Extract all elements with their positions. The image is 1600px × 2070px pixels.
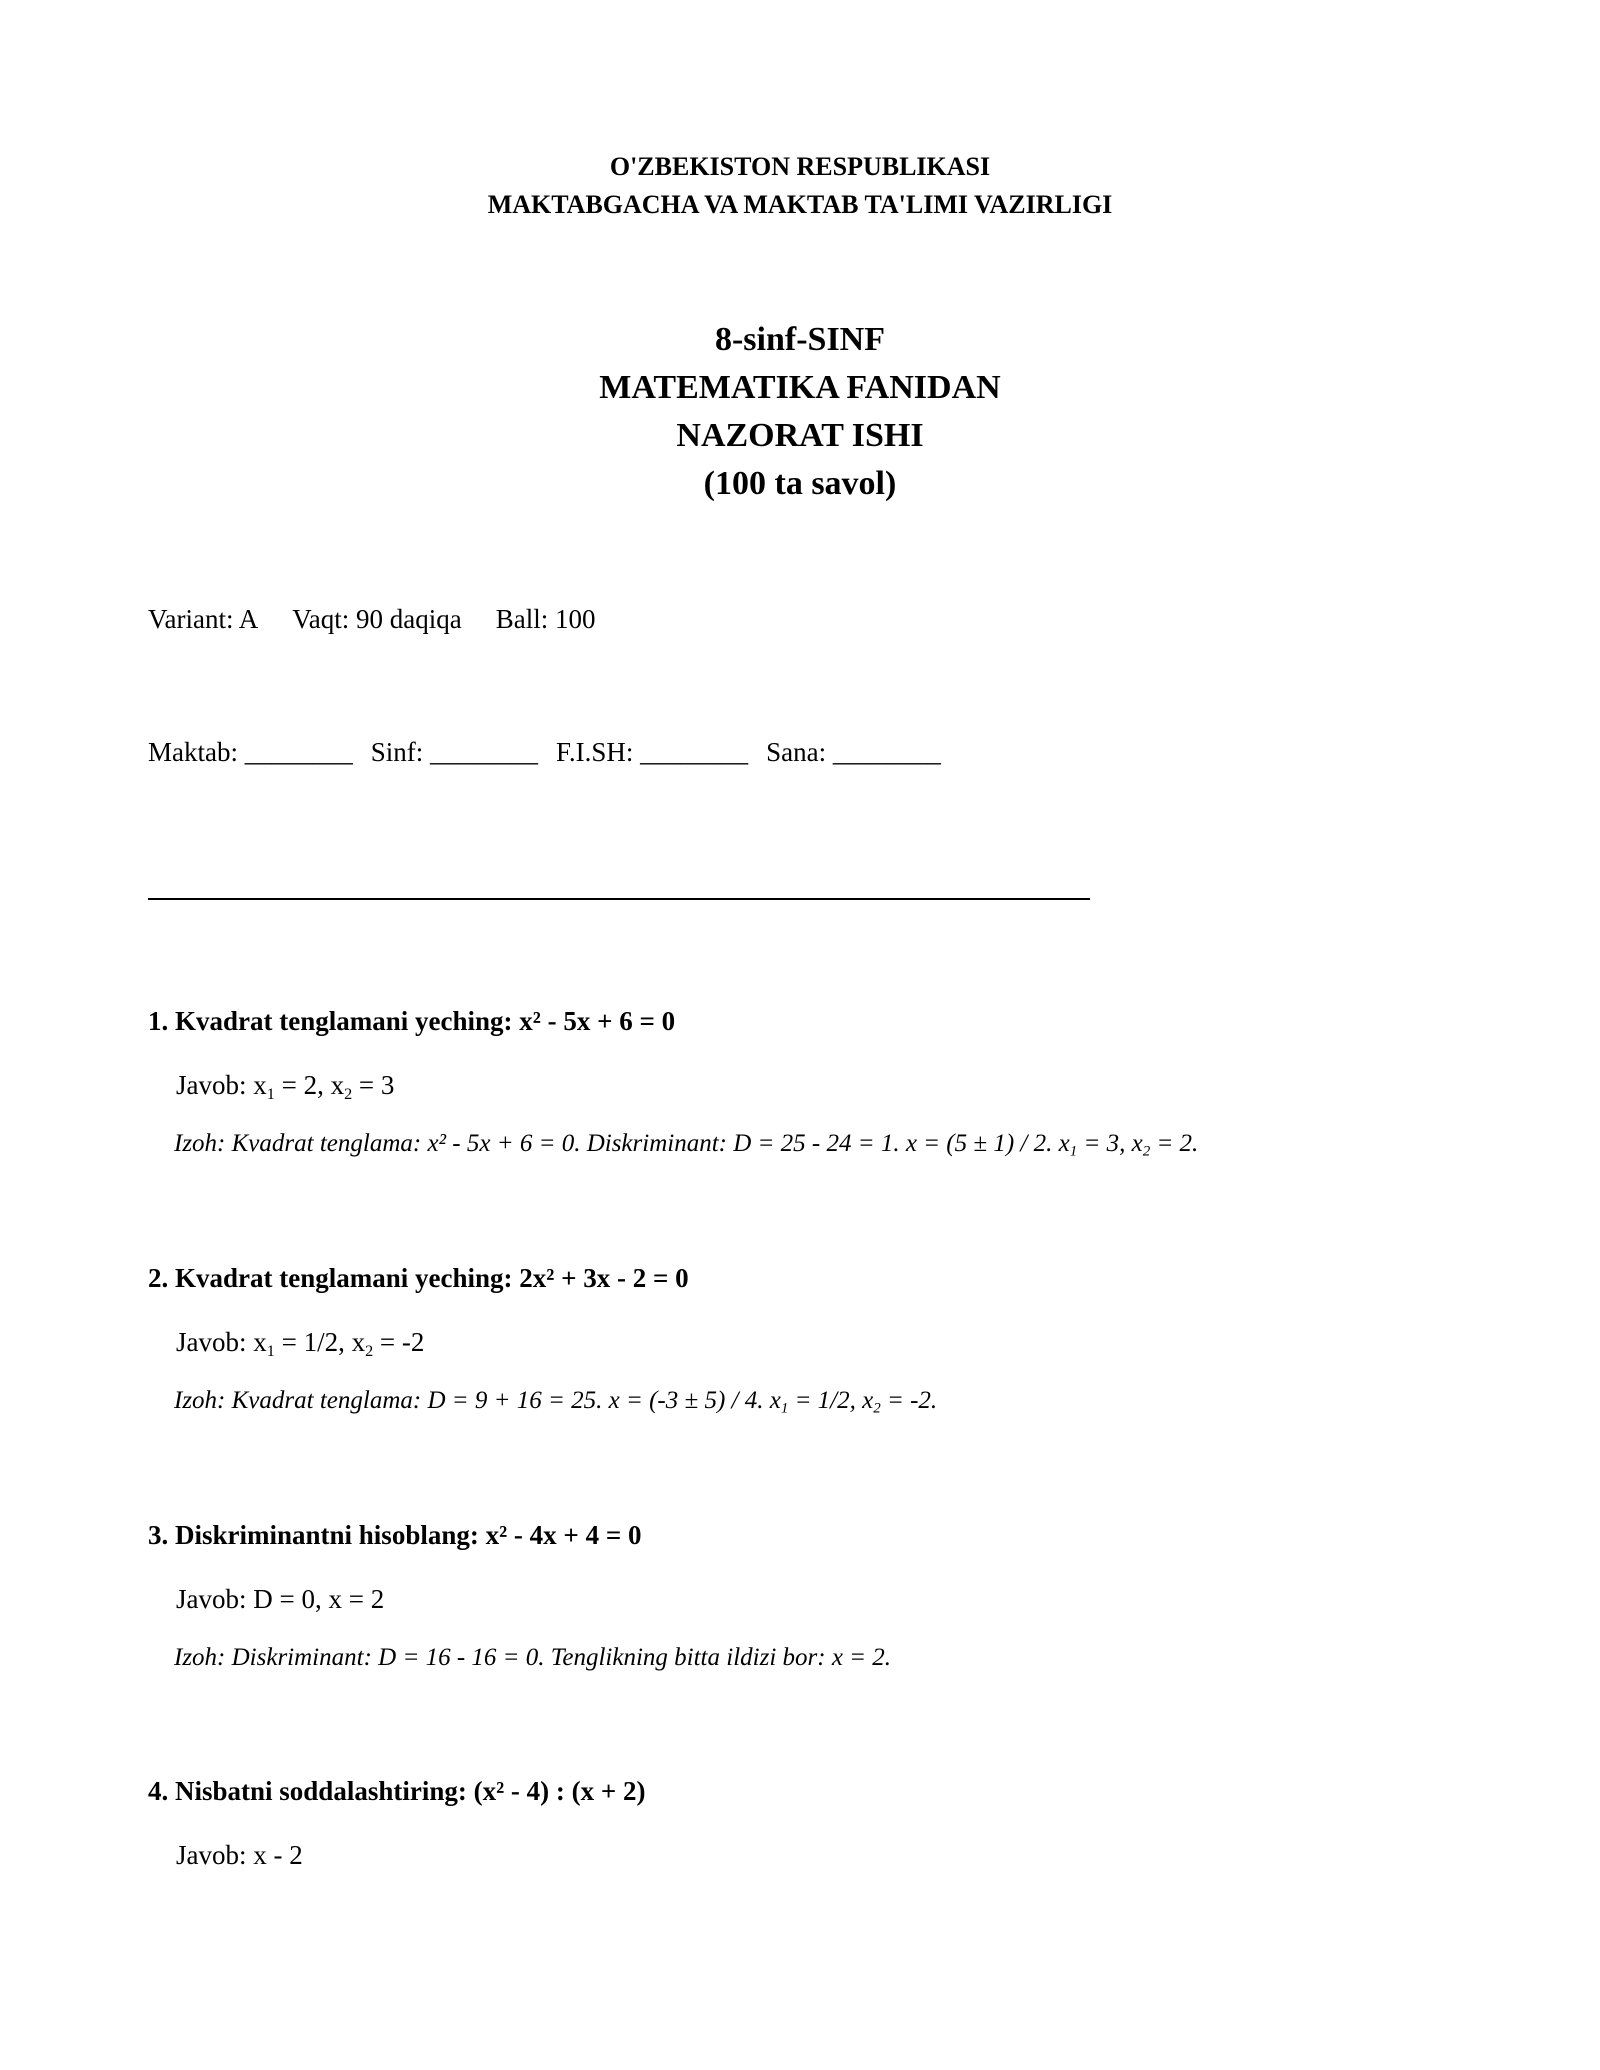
student-fields — [148, 737, 959, 768]
question-answer: Javob: D = 0, x = 2 — [176, 1584, 385, 1614]
question-title: 4. Nisbatni soddalashtiring: (x² - 4) : (x + 2) — [148, 1776, 646, 1806]
question-title: 3. Diskriminantni hisoblang: x² - 4x + 4 = 0 — [148, 1520, 642, 1550]
note-text: Izoh: Kvadrat tenglama: x² - 5x + 6 = 0. Diskriminant: D = 25 - 24 = 1. x = (5 ± 1) / 2. x — [174, 1130, 1070, 1157]
score-label: Ball: 100 — [495, 604, 596, 634]
variant-label: Variant: A — [148, 604, 259, 634]
question-4 — [148, 1774, 1498, 1872]
answer-subscript: 1 — [266, 1341, 275, 1360]
note-text: = 2. — [1150, 1130, 1199, 1157]
answer-text: = 1/2, x — [274, 1327, 366, 1357]
answer-subscript: 2 — [365, 1341, 374, 1360]
note-subscript: 2 — [873, 1400, 881, 1417]
class-field: Sinf: ________ — [370, 737, 538, 767]
note-text: = 1/2, x — [788, 1387, 874, 1414]
header-ministry: MAKTABGACHA VA MAKTAB TA'LIMI VAZIRLIGI — [487, 190, 1113, 219]
question-note: Izoh: Diskriminant: D = 16 - 16 = 0. Tenglikning bitta ildizi bor: x = 2. — [174, 1644, 892, 1671]
answer-subscript: 2 — [344, 1084, 353, 1103]
answer-text: Javob: x — [176, 1327, 267, 1357]
title-subject: MATEMATIKA FANIDAN — [599, 369, 1001, 406]
answer-text: = -2 — [373, 1327, 425, 1357]
question-answer — [176, 1325, 1498, 1359]
title-type: NAZORAT ISHI — [676, 417, 924, 454]
question-1 — [148, 1004, 1498, 1160]
answer-subscript: 1 — [266, 1084, 275, 1103]
question-title: 2. Kvadrat tenglamani yeching: 2x² + 3x - 2 = 0 — [148, 1263, 689, 1293]
note-subscript: 1 — [780, 1400, 789, 1417]
header-country: O'ZBEKISTON RESPUBLIKASI — [609, 152, 991, 181]
answer-text: Javob: x — [176, 1070, 267, 1100]
school-field: Maktab: ________ — [148, 737, 353, 767]
note-subscript: 1 — [1069, 1143, 1078, 1160]
question-answer — [176, 1068, 1498, 1102]
note-text: Izoh: Kvadrat tenglama: D = 9 + 16 = 25. x = (-3 ± 5) / 4. x — [174, 1387, 781, 1414]
title-count: (100 ta savol) — [703, 465, 897, 502]
question-title: 1. Kvadrat tenglamani yeching: x² - 5x + 6 = 0 — [148, 1006, 676, 1036]
separator-line — [148, 898, 1090, 900]
exam-meta — [148, 604, 629, 635]
question-note — [174, 1128, 1498, 1160]
note-text: = 3, x — [1077, 1130, 1143, 1157]
answer-text: = 3 — [352, 1070, 395, 1100]
question-3 — [148, 1518, 1498, 1674]
title-grade: 8-sinf-SINF — [714, 321, 886, 358]
name-field: F.I.SH: ________ — [556, 737, 749, 767]
date-field: Sana: ________ — [766, 737, 941, 767]
ministry-header — [0, 148, 1600, 224]
answer-text: = 2, x — [274, 1070, 345, 1100]
question-answer: Javob: x - 2 — [176, 1840, 303, 1870]
question-note — [174, 1385, 1498, 1417]
note-text: = -2. — [880, 1387, 938, 1414]
note-subscript: 2 — [1142, 1143, 1151, 1160]
time-label: Vaqt: 90 daqiqa — [292, 604, 462, 634]
document-title — [0, 316, 1600, 508]
question-2 — [148, 1261, 1498, 1417]
